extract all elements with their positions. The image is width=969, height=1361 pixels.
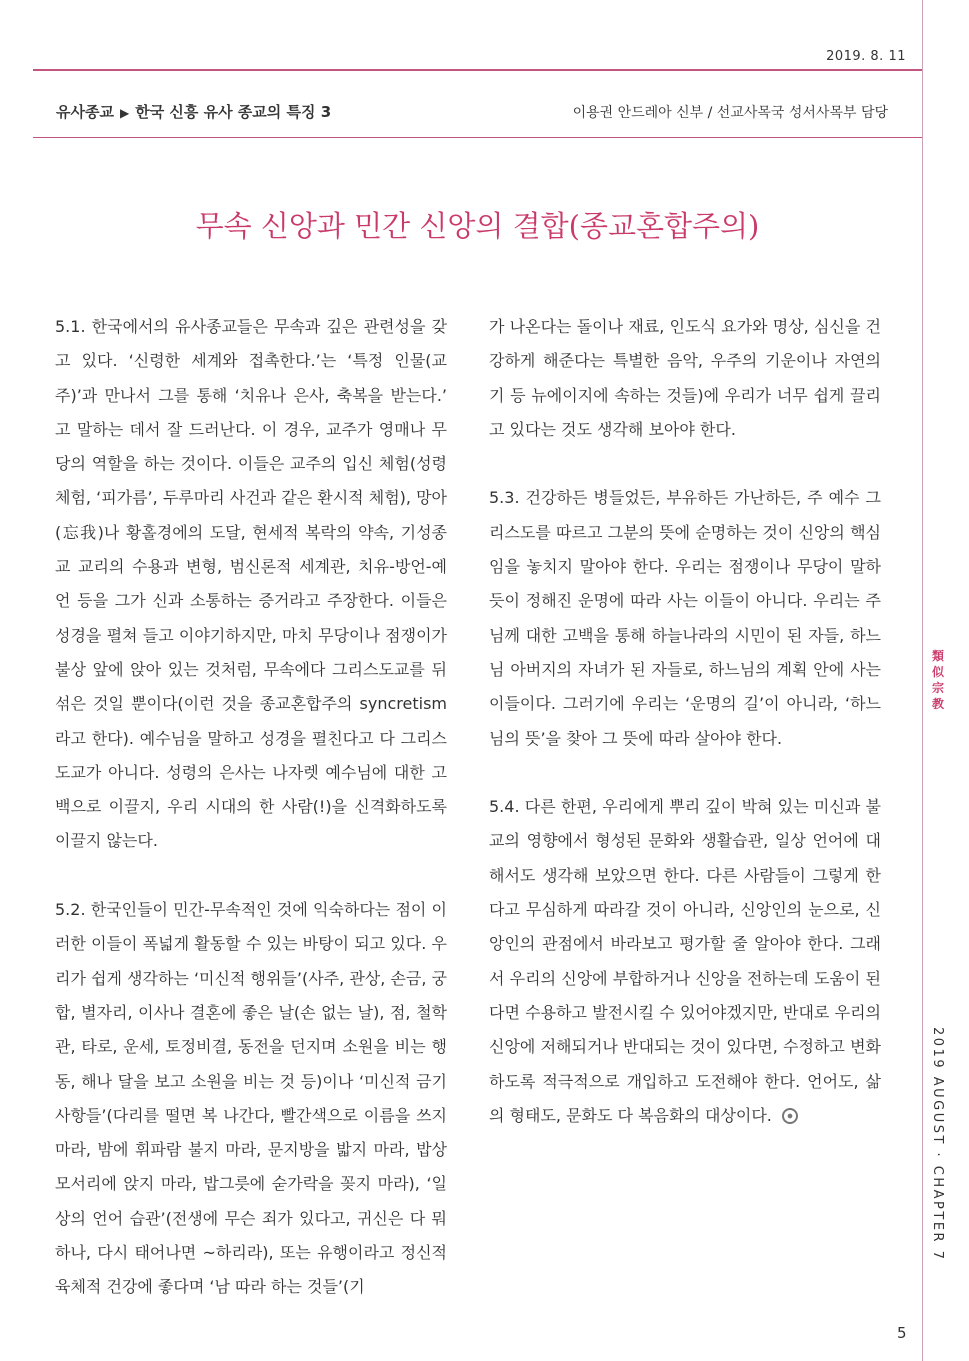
article-title: 무속 신앙과 민간 신앙의 결합(종교혼합주의) xyxy=(195,209,760,243)
arrow-right-icon: ▶ xyxy=(119,106,130,120)
breadcrumb-section: 유사종교 xyxy=(56,103,114,121)
right-column xyxy=(489,310,881,1133)
paragraph-5-4-text: 5.4. 다른 한편, 우리에게 뿌리 깊이 박혀 있는 미신과 불교의 영향에서 형성된 문화와 생활습관, 일상 언어에 대해서도 생각해 보았으면 한다. 다른 사람들이 그렇게 한다고 무심하게 따라갈 것이 아니라, 신앙인의 눈으로, 신앙인의 관점에서 바라보고 평가할 줄 알아야 한다. 그래서 우리의 신앙에 부합하거나 신앙을 전하는데 도움이 된다면 수용하고 발전시킬 수 있어야겠지만, 반대로 우리의 신앙에 저해되거나 반대되는 것이 있다면, 수정하고 변화하도록 적극적으로 개입하고 도전해야 한다. 언어도, 삶의 형태도, 문화도 다 복음화의 대상이다. xyxy=(489,797,881,1125)
article-header xyxy=(56,101,888,122)
side-label xyxy=(927,648,949,712)
page-number: 5 xyxy=(897,1324,907,1342)
publication-date: 2019. 8. 11 xyxy=(826,49,906,64)
header-rule xyxy=(33,137,922,138)
bullet-flower-icon xyxy=(782,1108,798,1124)
chapter-label: 2019 AUGUST · CHAPTER 7 xyxy=(930,1027,945,1262)
paragraph-5-4 xyxy=(489,790,881,1133)
breadcrumb-subtitle: 한국 신흥 유사 종교의 특징 3 xyxy=(135,103,332,121)
paragraph-5-3: 5.3. 건강하든 병들었든, 부유하든 가난하든, 주 예수 그리스도를 따르고 그분의 뜻에 순명하는 것이 신앙의 핵심임을 놓치지 말아야 한다. 우리는 점쟁이나 무당이 말하듯이 정해진 운명에 따라 사는 이들이 아니다. 우리는 주님께 대한 고백을 통해 하늘나라의 시민이 된 자들, 하느님 아버지의 자녀가 된 자들로, 하느님의 계획 안에 사는 이들이다. 그러기에 우리는 ‘운명의 길’이 아니라, ‘하느님의 뜻’을 찾아 그 뜻에 따라 살아야 한다. xyxy=(489,488,881,748)
breadcrumb xyxy=(56,101,331,122)
top-rule xyxy=(33,69,922,71)
paragraph-5-1: 5.1. 한국에서의 유사종교들은 무속과 깊은 관련성을 갖고 있다. ‘신령한 세계와 접촉한다.’는 ‘특정 인물(교주)’과 만나서 그를 통해 ‘치유나 은사, 축복을 받는다.’ 고 말하는 데서 잘 드러난다. 이 경우, 교주가 영매나 무당의 역할을 하는 것이다. 이들은 교주의 입신 체험(성령 체험, ‘피가름’, 두루마리 사건과 같은 환시적 체험), 망아(忘我)나 황홀경에의 도달, 현세적 복락의 약속, 기성종교 교리의 수용과 변형, 범신론적 세계관, 치유-방언-예언 등을 그가 신과 소통하는 증거라고 주장한다. 이들은 성경을 펼쳐 들고 이야기하지만, 마치 무당이나 점쟁이가 불상 앞에 앉아 있는 것처럼, 무속에다 그리스도교를 뒤섞은 것일 뿐이다(이런 것을 종교혼합주의 syncretism라고 한다). 예수님을 말하고 성경을 펼친다고 다 그리스도교가 아니다. 성령의 은사는 나자렛 예수님에 대한 고백으로 이끌지, 우리 시대의 한 사람(!)을 신격화하도록 이끌지 않는다. xyxy=(55,317,447,851)
left-column xyxy=(55,310,447,1305)
side-label-text: 類 似 宗 教 xyxy=(931,649,944,711)
paragraph-5-2: 5.2. 한국인들이 민간-무속적인 것에 익숙하다는 점이 이러한 이들이 폭넓게 활동할 수 있는 바탕이 되고 있다. 우리가 쉽게 생각하는 ‘미신적 행위들’(사주, 관상, 손금, 궁합, 별자리, 이사나 결혼에 좋은 날(손 없는 날), 점, 철학관, 타로, 운세, 토정비결, 동전을 던지며 소원을 비는 행동, 해나 달을 보고 소원을 비는 것 등)이나 ‘미신적 금기 사항들’(다리를 떨면 복 나간다, 빨간색으로 이름을 쓰지 마라, 밤에 휘파람 불지 마라, 문지방을 밟지 마라, 밥상 모서리에 앉지 마라, 밥그릇에 숟가락을 꽂지 마라), ‘일상의 언어 습관’(전생에 무슨 죄가 있다고, 귀신은 다 뭐하나, 다시 태어나면 ~하리라), 또는 유행이라고 정신적 육체적 건강에 좋다며 ‘남 따라 하는 것들’(기 xyxy=(55,900,447,1297)
paragraph-5-2-continued: 가 나온다는 돌이나 재료, 인도식 요가와 명상, 심신을 건강하게 해준다는 특별한 음악, 우주의 기운이나 자연의 기 등 뉴에이지에 속하는 것들)에 우리가 너무 쉽게 끌리고 있다는 것도 생각해 보아야 한다. xyxy=(489,317,881,439)
author-credit: 이용권 안드레아 신부 / 선교사목국 성서사목부 담당 xyxy=(572,104,888,121)
right-edge-rule xyxy=(922,0,923,1361)
